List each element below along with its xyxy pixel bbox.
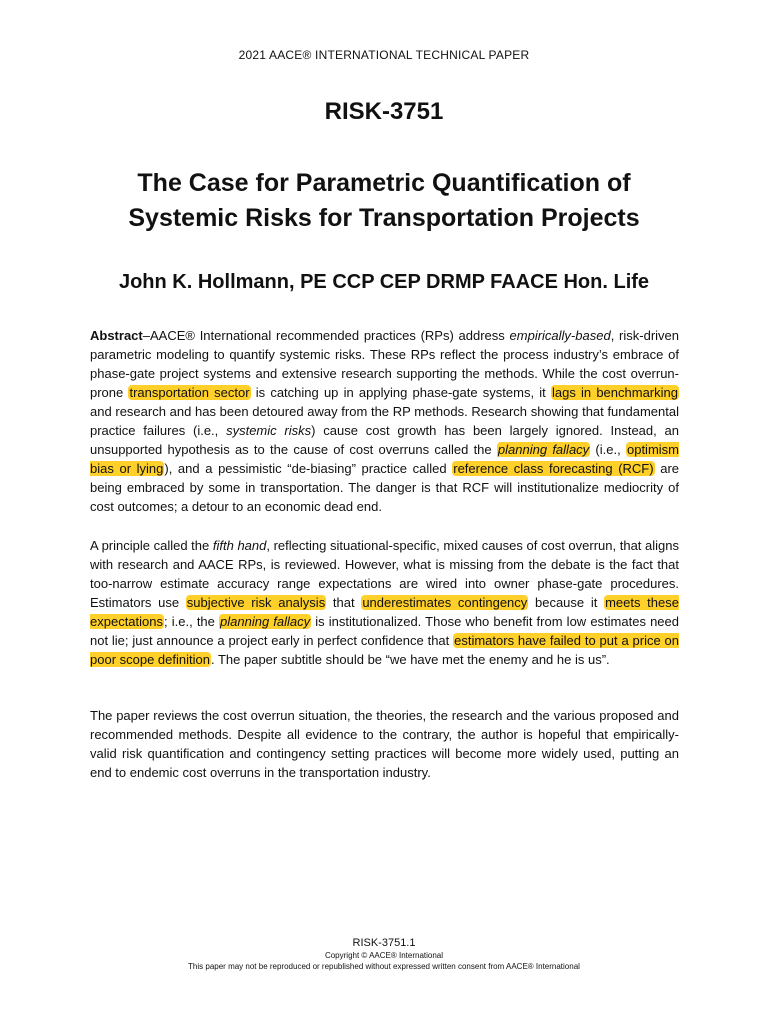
abstract-text: is catching up in applying phase-gate systems, it xyxy=(250,385,551,400)
paragraph-text: because it xyxy=(528,595,605,610)
abstract-text: –AACE® International recommended practices (RPs) address xyxy=(142,328,510,343)
highlight-meets-these-expectations: meets these expectations xyxy=(90,595,679,629)
abstract-emphasis: systemic risks xyxy=(226,423,312,438)
footer-copyright: Copyright © AACE® International xyxy=(324,951,444,960)
abstract-paragraph xyxy=(90,326,679,516)
highlight-transportation-sector: transportation sector xyxy=(129,385,250,400)
abstract-text: are being embraced by some in transportation. The danger is that RCF will institutionalize mediocrity of cost outcomes; a detour to an economic dead end. xyxy=(90,461,679,514)
highlight-planning-fallacy: planning fallacy xyxy=(497,442,590,457)
paragraph-emphasis: fifth hand xyxy=(212,538,267,553)
abstract-text: ), and a pessimistic “de-biasing” practice called xyxy=(164,461,453,476)
paper-title: The Case for Parametric Quantification of Systemic Risks for Transportation Projects xyxy=(128,169,640,232)
highlight-subjective-risk-analysis: subjective risk analysis xyxy=(186,595,326,610)
highlight-underestimates-contingency: underestimates contingency xyxy=(362,595,528,610)
body-paragraph-2 xyxy=(90,536,679,669)
paragraph-text: , reflecting situational-specific, mixed causes of cost overrun, that aligns with research and AACE RPs, is reviewed. However, what is missing from the debate is the fact that too-narrow estimate accuracy range expectations are wired into owner phase-gate procedures. Estimators use xyxy=(90,538,679,610)
footer-page-id: RISK-3751.1 xyxy=(352,937,416,949)
highlight-lags-in-benchmarking: lags in benchmarking xyxy=(551,385,678,400)
paragraph-text: . The paper subtitle should be “we have met the enemy and he is us”. xyxy=(210,652,610,667)
abstract-label: Abstract xyxy=(90,328,143,343)
abstract-text: , risk-driven parametric modeling to quantify systemic risks. These RPs reflect the process industry’s embrace of phase-gate project systems and extensive research supporting the methods. While the cost overrun-prone xyxy=(90,328,679,400)
body-paragraph-3: The paper reviews the cost overrun situation, the theories, the research and the various proposed and recommended methods. Despite all evidence to the contrary, the author is hopeful that empirically-valid risk quantification and contingency setting practices will become more widely used, putting an end to endemic cost overruns in the transportation industry. xyxy=(90,708,679,780)
page-footer xyxy=(0,936,768,972)
paragraph-text: is institutionalized. Those who benefit from low estimates need not lie; just announce a project early in perfect confidence that xyxy=(90,614,679,648)
abstract-text: (i.e., xyxy=(590,442,626,457)
highlight-estimators-failed: estimators have failed to put a price on poor scope definition xyxy=(90,633,679,667)
abstract-text: ) cause cost growth has been largely ignored. Instead, an unsupported hypothesis as to the cause of cost overruns called the xyxy=(90,423,680,457)
footer-notice: This paper may not be reproduced or republished without expressed written consent from AACE® International xyxy=(188,962,580,971)
paragraph-text: A principle called the xyxy=(90,538,213,553)
conference-header: 2021 AACE® INTERNATIONAL TECHNICAL PAPER xyxy=(238,48,530,62)
highlight-reference-class-forecasting: reference class forecasting (RCF) xyxy=(453,461,654,476)
paper-author: John K. Hollmann, PE CCP CEP DRMP FAACE Hon. Life xyxy=(118,271,650,293)
paragraph-text: that xyxy=(326,595,362,610)
paragraph-text: ; i.e., the xyxy=(164,614,220,629)
abstract-emphasis: empirically-based xyxy=(509,328,611,343)
abstract-text: and research and has been detoured away from the RP methods. Research showing that fundamental practice failures (i.e., xyxy=(90,404,679,438)
paper-id: RISK-3751 xyxy=(324,98,444,125)
highlight-optimism-bias: optimism bias or lying xyxy=(90,442,679,476)
highlight-planning-fallacy: planning fallacy xyxy=(220,614,311,629)
